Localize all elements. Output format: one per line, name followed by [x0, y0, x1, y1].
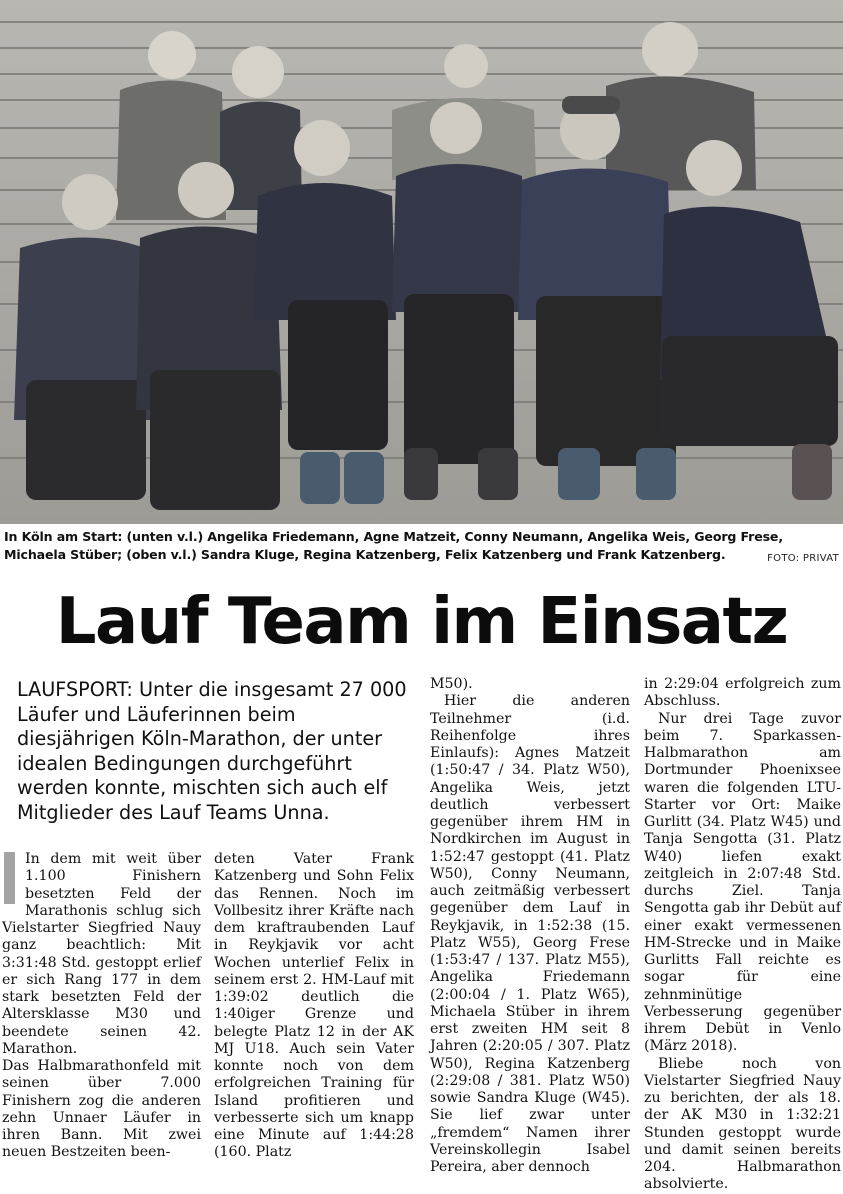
column-4-paragraph-3: Bliebe noch von Vielstarter Siegfried Nauy zu berichten, der als 18. der AK M30 in 1:32:21 Stunden gestoppt wurde und damit seinen bereits 204. Halbmarathon absolvierte. [644, 1055, 841, 1193]
article-column-2 [214, 851, 414, 1162]
photo-credit: FOTO: PRIVAT [767, 553, 839, 564]
lead-text: Unter die insgesamt 27 000 Läufer und Läuferinnen beim diesjährigen Köln-Marathon, der unter idealen Bedingungen durchgeführt werden konnte, mischten sich auch elf Mitglieder des Lauf Teams Unna. [17, 678, 407, 824]
column-4-paragraph-1: in 2:29:04 erfolgreich zum Abschluss. [644, 676, 841, 710]
column-3-paragraph-1: M50). [430, 676, 473, 692]
column-1-paragraph-1: In dem mit weit über 1.100 Finishern besetzten Feld der Marathonis schlug sich Vielstarter Siegfried Nauy ganz beachtlich: Mit 3:31:48 Std. gestoppt erlief er sich Rang 177 in dem stark besetzten Feld der Altersklasse M30 und beendete seinen 42. Marathon. [2, 851, 201, 1057]
column-3-paragraph-2: Hier die anderen Teilnehmer (i.d. Reihenfolge ihres Einlaufs): Agnes Matzeit (1:50:47 / 34. Platz W50), Angelika Weis, jetzt deutlich verbessert gegenüber ihrem HM in Nordkirchen im August in 1:52:47 gestoppt (41. Platz W50), Conny Neumann, auch zeitmäßig verbessert gegenüber dem Lauf in Reykjavik, in 1:52:38 (15. Platz W55), Georg Frese (1:53:47 / 137. Platz M55), Angelika Friedemann (2:00:04 / 1. Platz W65), Michaela Stüber in ihrem erst zweiten HM seit 8 Jahren (2:20:05 / 307. Platz W50), Regina Katzenberg (2:29:08 / 381. Platz W50) sowie Sandra Kluge (W45). Sie lief zwar unter „fremdem“ Namen ihrer Vereinskollegin Isabel Pereira, aber dennoch [430, 693, 630, 1175]
article-photo [0, 0, 843, 524]
article-headline: Lauf Team im Einsatz [55, 585, 788, 659]
article-column-3 [430, 676, 630, 1176]
column-2-paragraph-1: deten Vater Frank Katzenberg und Sohn Felix das Rennen. Noch im Vollbesitz ihrer Kräfte nach dem kraftraubenden Lauf in Reykjavik vor acht Wochen unterlief Felix in seinem erst 2. HM-Lauf mit 1:39:02 deutlich die 1:40iger Grenze und belegte Platz 12 in der AK MJ U18. Auch sein Vater konnte noch von dem erfolgreichen Training für Island profitieren und verbesserte sich um knapp eine Minute auf 1:44:28 (160. Platz [214, 851, 414, 1161]
article-lead [17, 678, 412, 826]
lead-kicker: LAUFSPORT: [17, 678, 133, 701]
column-1-paragraph-2: Das Halbmarathonfeld mit seinen über 7.000 Finishern zog die anderen zehn Unnaer Läufer in ihren Bann. Mit zwei neuen Bestzeiten been- [2, 1058, 201, 1161]
dropcap-bar [4, 852, 15, 904]
column-4-paragraph-2: Nur drei Tage zuvor beim 7. Sparkassen-Halbmarathon am Dortmunder Phoenixsee waren die folgenden LTU-Starter vor Ort: Maike Gurlitt (34. Platz W45) und Tanja Sengotta (31. Platz W40) liefen exakt zeitgleich in 2:07:48 Std. durchs Ziel. Tanja Sengotta gab ihr Debüt auf einer exakt vermessenen HM-Strecke und in Maike Gurlitts Fall reichte es sogar für eine zehnminütige Verbesserung gegenüber ihrem Debüt in Venlo (März 2018). [644, 710, 841, 1055]
photo-caption: In Köln am Start: (unten v.l.) Angelika Friedemann, Agne Matzeit, Conny Neumann, Angelika Weis, Georg Frese, Michaela Stüber; (oben v.l.) Sandra Kluge, Regina Katzenberg, Felix Katzenberg und Frank Katzenberg. [4, 529, 783, 562]
article-column-1 [2, 851, 201, 1162]
group-photo-illustration [0, 0, 843, 524]
